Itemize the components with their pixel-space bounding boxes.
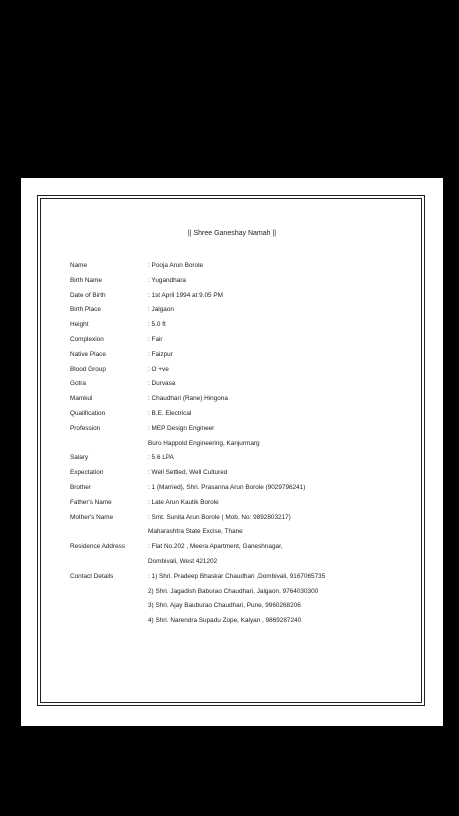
- detail-value: : Flat No.202 , Meera Apartment, Ganeshnagar,: [148, 543, 283, 551]
- detail-label: Name: [70, 262, 88, 269]
- detail-value: : Late Arun Kautik Borole: [148, 498, 219, 506]
- detail-value: : 5.0 ft: [148, 321, 166, 329]
- detail-row-contact-2: [70, 586, 410, 598]
- detail-value: Maharashtra State Excise, Thane: [148, 528, 243, 536]
- detail-row-height: [70, 319, 410, 331]
- detail-value: : Well Settled, Well Cultured: [148, 469, 228, 477]
- document-page: [21, 178, 443, 726]
- detail-label: Native Place: [70, 350, 106, 358]
- detail-row-fathers-name: [70, 497, 410, 509]
- detail-value: : B.E. Electrical: [148, 410, 192, 417]
- detail-value: : Yugandhara: [148, 276, 186, 284]
- detail-row-name: [70, 260, 410, 272]
- detail-value: : Pooja Arun Borole: [148, 262, 204, 269]
- detail-label: Gotra: [70, 380, 86, 388]
- detail-value: : Durvasa: [148, 380, 176, 388]
- detail-label: Father's Name: [70, 498, 112, 506]
- detail-row-mamkul: [70, 393, 410, 405]
- detail-row-date-of-birth: [70, 290, 410, 302]
- detail-label: Brother: [70, 484, 91, 491]
- detail-value: 3) Shri. Ajay Bauburao Chaudhari, Pune, 9960268206: [148, 602, 301, 610]
- detail-label: Birth Place: [70, 306, 101, 314]
- page-border-inner: [40, 198, 422, 703]
- detail-row-gotra: [70, 378, 410, 390]
- detail-row-profession: [70, 423, 410, 435]
- detail-row-contact-4: [70, 615, 410, 627]
- document-heading: || Shree Ganeshay Namah ||: [187, 230, 277, 237]
- detail-value: : Smt. Sunita Arun Borole ( Mob. No: 9892803217): [148, 513, 291, 521]
- detail-row-brother: [70, 482, 410, 494]
- detail-row-profession-cont: [70, 438, 410, 450]
- detail-label: Contact Details: [70, 572, 114, 580]
- detail-value: : MEP Design Engineer: [148, 424, 215, 432]
- detail-row-mothers-name: [70, 512, 410, 524]
- detail-value: : O +ve: [148, 365, 169, 373]
- detail-value: : Fair: [148, 336, 163, 343]
- detail-label: Blood Group: [70, 365, 106, 373]
- detail-row-native-place: [70, 349, 410, 361]
- detail-value: 2) Shri. Jagadish Baburao Chaudhari, Jalgaon, 9764030300: [148, 587, 319, 595]
- detail-label: Mamkul: [70, 395, 93, 403]
- detail-value: : 1 (Married), Shri. Prasanna Arun Borole (9029796241): [148, 484, 306, 491]
- detail-label: Expectation: [70, 469, 104, 477]
- detail-row-birth-name: [70, 275, 410, 287]
- detail-row-residence-address: [70, 541, 410, 553]
- detail-label: Residence Address: [70, 543, 126, 551]
- detail-row-birth-place: [70, 304, 410, 316]
- detail-label: Mother's Name: [70, 513, 114, 521]
- detail-row-contact-3: [70, 600, 410, 612]
- detail-row-expectation: [70, 467, 410, 479]
- detail-row-blood-group: [70, 364, 410, 376]
- detail-value: Buro Happold Engineering, Kanjurmarg: [148, 439, 260, 447]
- detail-label: Salary: [70, 454, 89, 462]
- detail-row-residence-address-cont: [70, 556, 410, 568]
- detail-label: Height: [70, 321, 89, 329]
- detail-label: Qualification: [70, 410, 106, 417]
- detail-value: : 1) Shri. Pradeep Bhaskar Chaudhari ,Dombivali, 9167065735: [148, 572, 326, 580]
- detail-value: 4) Shri. Narendra Supadu Zope, Kalyan , 9869287240: [148, 617, 302, 625]
- detail-label: Complexion: [70, 336, 104, 343]
- detail-value: : Faizpur: [148, 350, 173, 358]
- detail-value: : 1st April 1994 at 9.05 PM: [148, 291, 223, 299]
- detail-row-salary: [70, 452, 410, 464]
- detail-value: : Jalgaon: [148, 306, 174, 314]
- detail-row-complexion: [70, 334, 410, 346]
- detail-value: : 5.6 LPA: [148, 454, 174, 462]
- detail-row-qualification: [70, 408, 410, 420]
- detail-label: Birth Name: [70, 276, 102, 284]
- detail-label: Profession: [70, 424, 101, 432]
- detail-value: Dombivali, West 421202: [148, 558, 218, 565]
- detail-label: Date of Birth: [70, 291, 106, 299]
- detail-row-contact-details: [70, 571, 410, 583]
- detail-row-mothers-name-cont: [70, 526, 410, 538]
- detail-value: : Chaudhari (Rane) Hingona: [148, 395, 228, 403]
